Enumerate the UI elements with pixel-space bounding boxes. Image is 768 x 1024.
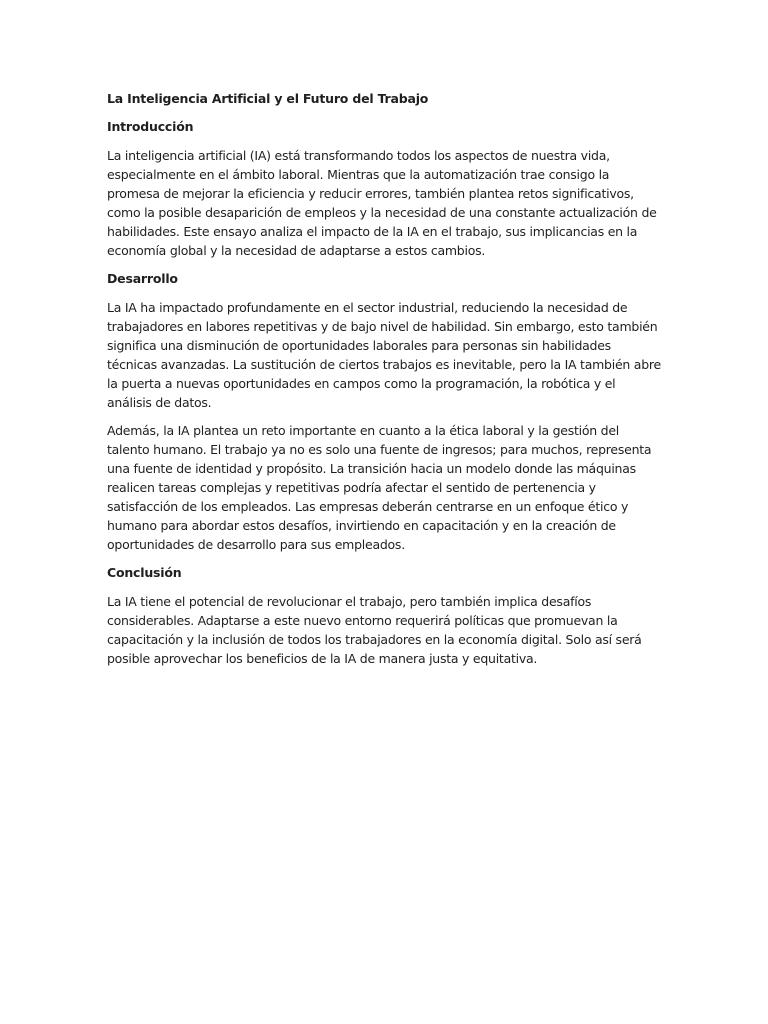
- section-desarrollo: [107, 269, 668, 554]
- paragraph-desarrollo-1: La IA ha impactado profundamente en el sector industrial, reduciendo la necesidad de trabajadores en labores repetitivas y de bajo nivel de habilidad. Sin embargo, esto también significa una disminución de oportunidades laborales para personas sin habilidades técnicas avanzadas. La sustitución de ciertos trabajos es inevitable, pero la IA también abre la puerta a nuevas oportunidades en campos como la programación, la robótica y el análisis de datos.: [107, 300, 661, 410]
- section-heading-conclusion: Conclusión: [107, 565, 182, 580]
- section-heading-desarrollo: Desarrollo: [107, 271, 178, 286]
- section-introduccion: [107, 117, 668, 260]
- paragraph-conclusion-1: La IA tiene el potencial de revolucionar el trabajo, pero también implica desafíos considerables. Adaptarse a este nuevo entorno requerirá políticas que promuevan la capacitación y la inclusión de todos los trabajadores en la economía digital. Solo así será posible aprovechar los beneficios de la IA de manera justa y equitativa.: [107, 594, 642, 666]
- document-title: La Inteligencia Artificial y el Futuro del Trabajo: [107, 91, 429, 106]
- paragraph-introduccion-1: La inteligencia artificial (IA) está transformando todos los aspectos de nuestra vida, especialmente en el ámbito laboral. Mientras que la automatización trae consigo la promesa de mejorar la eficiencia y reducir errores, también plantea retos significativos, como la posible desaparición de empleos y la necesidad de una constante actualización de habilidades. Este ensayo analiza el impacto de la IA en el trabajo, sus implicancias en la economía global y la necesidad de adaptarse a estos cambios.: [107, 148, 657, 258]
- section-conclusion: [107, 563, 668, 668]
- section-heading-introduccion: Introducción: [107, 119, 194, 134]
- paragraph-desarrollo-2: Además, la IA plantea un reto importante en cuanto a la ética laboral y la gestión del talento humano. El trabajo ya no es solo una fuente de ingresos; para muchos, representa una fuente de identidad y propósito. La transición hacia un modelo donde las máquinas realicen tareas complejas y repetitivas podría afectar el sentido de pertenencia y satisfacción de los empleados. Las empresas deberán centrarse en un enfoque ético y humano para abordar estos desafíos, invirtiendo en capacitación y en la creación de oportunidades de desarrollo para sus empleados.: [107, 423, 652, 552]
